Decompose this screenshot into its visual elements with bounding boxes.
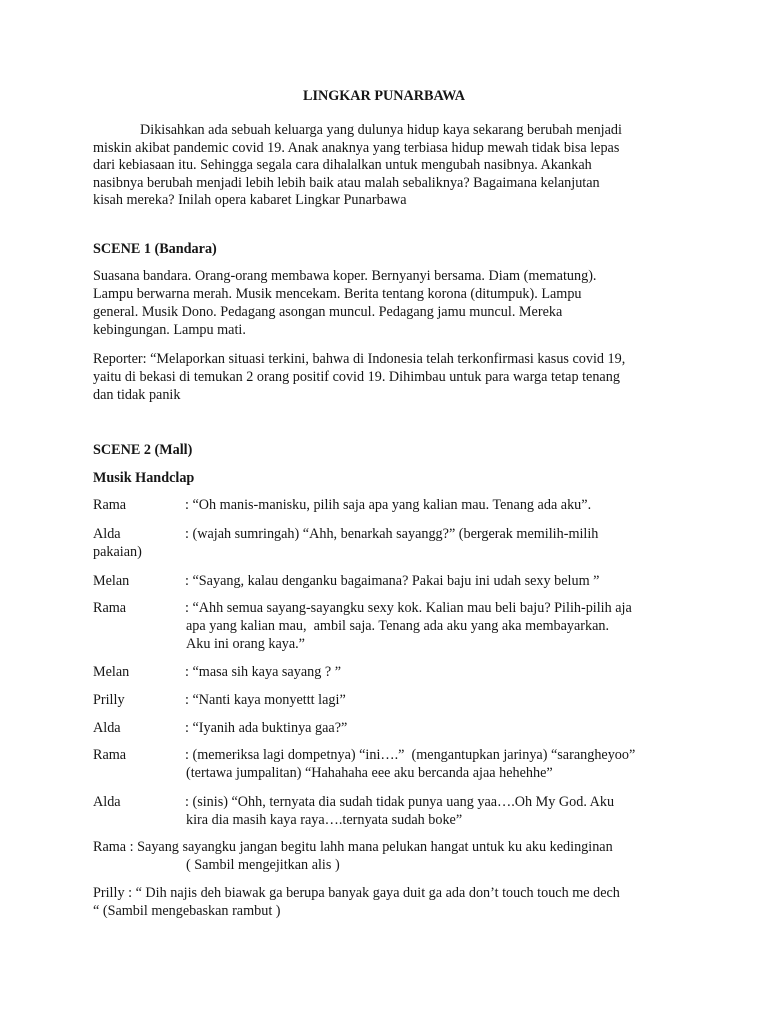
dialogue-text: : “Nanti kaya monyettt lagi”	[185, 692, 346, 708]
dialogue-text: : “Ahh semua sayang-sayangku sexy kok. Kalian mau beli baju? Pilih-pilih aja	[185, 600, 632, 616]
dialogue-text: Aku ini orang kaya.”	[186, 636, 305, 652]
prilly-line: Prilly : “ Dih najis deh biawak ga berupa banyak gaya duit ga ada don’t touch touch me dech	[93, 885, 620, 901]
scene1-description-line: general. Musik Dono. Pedagang asongan muncul. Pedagang jamu muncul. Mereka	[93, 304, 563, 320]
dialogue-text: : (memeriksa lagi dompetnya) “ini….” (mengantupkan jarinya) “sarangheyoo”	[185, 747, 636, 763]
scene2-heading: SCENE 2 (Mall)	[93, 442, 193, 458]
music-cue: Musik Handclap	[93, 470, 195, 486]
reporter-line: Reporter: “Melaporkan situasi terkini, bahwa di Indonesia telah terkonfirmasi kasus covid 19,	[93, 351, 626, 367]
scene1-description-line: Lampu berwarna merah. Musik mencekam. Berita tentang korona (ditumpuk). Lampu	[93, 286, 582, 302]
dialogue-speaker: Melan	[93, 573, 130, 589]
intro-line: kisah mereka? Inilah opera kabaret Lingkar Punarbawa	[93, 192, 407, 208]
dialogue-speaker: Alda	[93, 526, 121, 542]
dialogue-text: (tertawa jumpalitan) “Hahahaha eee aku bercanda ajaa hehehhe”	[186, 765, 553, 781]
dialogue-text: : (wajah sumringah) “Ahh, benarkah sayangg?” (bergerak memilih-milih	[185, 526, 599, 542]
dialogue-speaker: Rama	[93, 497, 127, 513]
dialogue-text: apa yang kalian mau, ambil saja. Tenang ada aku yang aka membayarkan.	[186, 618, 610, 634]
scene1-description-line: kebingungan. Lampu mati.	[93, 322, 246, 338]
dialogue-text-wrap: pakaian)	[93, 544, 142, 560]
dialogue-text: : “masa sih kaya sayang ? ”	[185, 664, 342, 680]
dialogue-text: : “Oh manis-manisku, pilih saja apa yang kalian mau. Tenang ada aku”.	[185, 497, 592, 513]
rama-line-direction: ( Sambil mengejitkan alis )	[186, 857, 340, 873]
dialogue-speaker: Prilly	[93, 692, 125, 708]
intro-line: dari kebiasaan itu. Sehingga segala cara dihalalkan untuk mengubah nasibnya. Akankah	[93, 157, 592, 173]
dialogue-text: : (sinis) “Ohh, ternyata dia sudah tidak punya uang yaa….Oh My God. Aku	[185, 794, 615, 810]
intro-line: miskin akibat pandemic covid 19. Anak anaknya yang terbiasa hidup mewah tidak bisa lepas	[93, 140, 620, 156]
dialogue-text: : “Iyanih ada buktinya gaa?”	[185, 720, 348, 736]
rama-line: Rama : Sayang sayangku jangan begitu lahh mana pelukan hangat untuk ku aku kedinginan	[93, 839, 613, 855]
reporter-line: dan tidak panik	[93, 387, 181, 403]
dialogue-speaker: Melan	[93, 664, 130, 680]
prilly-line-direction: “ (Sambil mengebaskan rambut )	[93, 903, 281, 919]
reporter-line: yaitu di bekasi di temukan 2 orang positif covid 19. Dihimbau untuk para warga tetap tenang	[93, 369, 620, 385]
document-title: LINGKAR PUNARBAWA	[303, 88, 465, 104]
dialogue-speaker: Alda	[93, 720, 121, 736]
intro-line: Dikisahkan ada sebuah keluarga yang dulunya hidup kaya sekarang berubah menjadi	[140, 122, 622, 138]
dialogue-speaker: Alda	[93, 794, 121, 810]
dialogue-text: : “Sayang, kalau denganku bagaimana? Pakai baju ini udah sexy belum ”	[185, 573, 600, 589]
dialogue-speaker: Rama	[93, 747, 127, 763]
intro-line: nasibnya berubah menjadi lebih lebih baik atau malah sebaliknya? Bagaimana kelanjutan	[93, 175, 600, 191]
scene1-heading: SCENE 1 (Bandara)	[93, 241, 217, 257]
scene1-description-line: Suasana bandara. Orang-orang membawa koper. Bernyanyi bersama. Diam (mematung).	[93, 268, 597, 284]
dialogue-text: kira dia masih kaya raya….ternyata sudah boke”	[186, 812, 463, 828]
dialogue-speaker: Rama	[93, 600, 127, 616]
